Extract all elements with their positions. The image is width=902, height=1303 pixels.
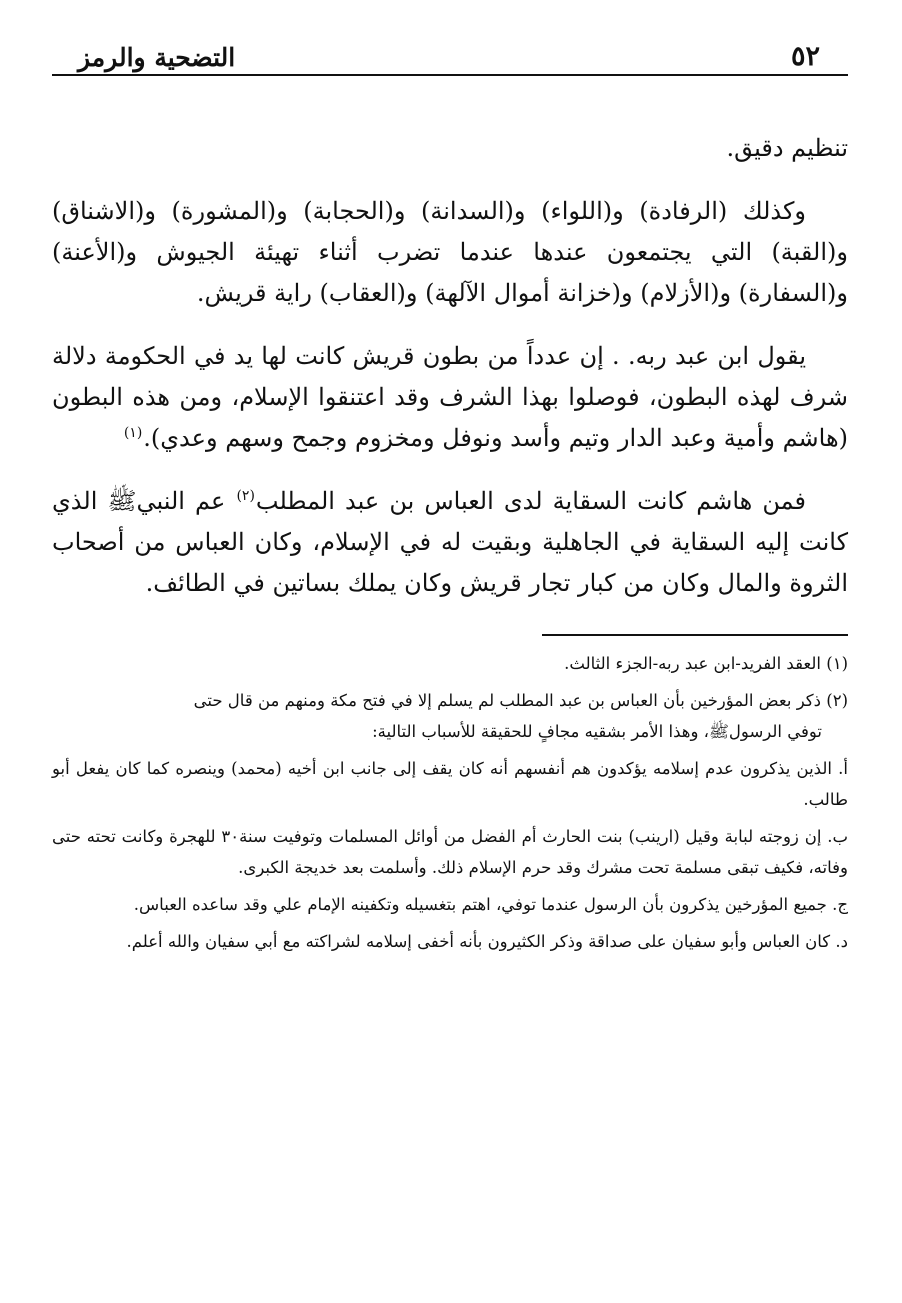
paragraph-1: تنظيم دقيق. (726, 134, 848, 162)
paragraph-4 (52, 481, 848, 604)
footnote-item-a: أ. الذين يذكرون عدم إسلامه يؤكدون هم أنفسهم أنه كان يقف إلى جانب ابن أخيه (محمد) وينصره كما كان يفعل أبو طالب. (52, 759, 848, 809)
footnote-item-c: ج. جميع المؤرخين يذكرون بأن الرسول عندما توفي، اهتم بتغسيله وتكفينه الإمام علي وقد ساعده العباس. (133, 895, 848, 914)
footnote-ref-1: (١) (123, 425, 143, 441)
footnote-2 (52, 685, 848, 747)
footnote-separator (542, 634, 848, 636)
running-title: التضحية والرمز (78, 43, 236, 72)
footnote-1: (١) العقد الفريد-ابن عبد ربه-الجزء الثالث. (564, 654, 848, 673)
paragraph-3 (52, 336, 848, 459)
paragraph-2: وكذلك (الرفادة) و(اللواء) و(السدانة) و(الحجابة) و(المشورة) و(الاشناق) و(القبة) التي يجتمعون عندها عندما تضرب أثناء تهيئة الجيوش و(الأعنة) و(السفارة) و(الأزلام) و(خزانة أموال الآلهة) و(العقاب) راية قريش. (52, 197, 848, 307)
footnotes (52, 648, 848, 957)
paragraph-3-text: يقول ابن عبد ربه. . إن عدداً من بطون قريش كانت لها يد في الحكومة دلالة شرف لهذه البطون، فوصلوا بهذا الشرف وقد اعتنقوا الإسلام، ومن هذه البطون (هاشم وأمية وعبد الدار وتيم وأسد ونوفل ومخزوم وجمح وسهم وعدي). (52, 342, 848, 452)
main-text (52, 128, 848, 604)
book-page (52, 28, 848, 1278)
footnote-2-line-2: توفي الرسولﷺ، وهذا الأمر بشقيه مجافٍ للحقيقة للأسباب التالية: (372, 722, 822, 741)
footnote-item-d: د. كان العباس وأبو سفيان على صداقة وذكر الكثيرون بأنه أخفى إسلامه لشراكته مع أبي سفيان والله أعلم. (126, 932, 848, 951)
footnote-2-line-1: (٢) ذكر بعض المؤرخين بأن العباس بن عبد المطلب لم يسلم إلا في فتح مكة ومنهم من قال حتى (193, 691, 848, 710)
running-header (52, 28, 848, 76)
page-number: ٥٢ (790, 41, 820, 72)
paragraph-4-text-a: فمن هاشم كانت السقاية لدى العباس بن عبد المطلب (255, 487, 807, 515)
footnote-item-b: ب. إن زوجته لبابة وقيل (ارينب) بنت الحارث أم الفضل من أوائل المسلمات وتوفيت سنة٣٠ للهجرة وكانت تحته حتى وفاته، فكيف تبقى مسلمة تحت مشرك وقد حرم الإسلام ذلك. وأسلمت بعد خديجة الكبرى. (52, 827, 848, 877)
footnote-ref-2: (٢) (236, 488, 255, 504)
paragraph-4-text-b: عم النبيﷺ الذي كانت إليه السقاية في الجاهلية وبقيت له في الإسلام، وكان العباس من أصحاب الثروة والمال وكان من كبار تجار قريش وكان يملك بساتين في الطائف. (52, 487, 848, 597)
